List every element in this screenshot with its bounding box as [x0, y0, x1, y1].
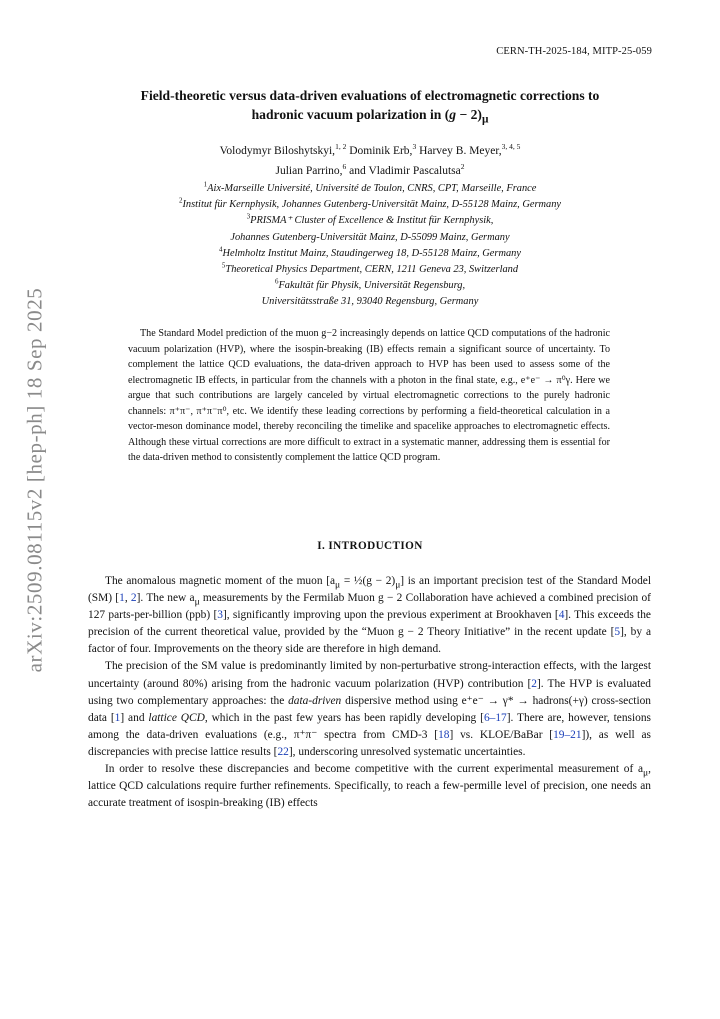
author-affil-mark: 1, 2 — [335, 142, 347, 152]
math-subscript: μ — [194, 597, 200, 608]
author-list — [80, 141, 660, 181]
paragraph: The anomalous magnetic moment of the muon [$a_\mu$ = ½(g − $2)_\mu$] is an important precision test of the Standard Model (SM) [1, 2]. The new $a_\mu$ measurements by the Fermilab Muon g − 2 Collaboration have achieved a combined precision of 127 parts-per-billion (ppb) [3], significantly improving upon the previous experiment at Brookhaven [4]. This exceeds the precision of the current theoretical value, provided by the “Muon g − 2 Theory Initiative” in the recent update [5], by a factor of four. Improvements on the theory side are therefore in high demand. — [88, 575, 651, 656]
title-mu-subscript: μ — [481, 113, 489, 126]
citation-link[interactable]: 18 — [438, 728, 450, 741]
affiliation — [80, 197, 660, 213]
author-affil-mark: 3, 4, 5 — [501, 142, 521, 152]
affiliation-text: Theoretical Physics Department, CERN, 1211 Geneva 23, Switzerland — [225, 264, 519, 276]
affiliation-text: Institut für Kernphysik, Johannes Gutenberg-Universität Mainz, D-55128 Mainz, Germany — [182, 199, 562, 211]
paper-title — [80, 86, 660, 124]
affiliation-text: Aix-Marseille Université, Université de Toulon, CNRS, CPT, Marseille, France — [207, 183, 537, 194]
emphasis: data-driven — [288, 694, 342, 707]
author-name: Dominik Erb, — [349, 145, 413, 157]
citation-link[interactable]: 5 — [614, 626, 621, 639]
introduction-body — [88, 573, 651, 812]
affiliation-number: 3 — [246, 212, 251, 221]
citation-link[interactable]: 2 — [531, 677, 537, 690]
title-line-2-text: hadronic vacuum polarization in ( — [251, 107, 450, 122]
author-name: Harvey B. Meyer, — [419, 145, 502, 157]
author-line-2 — [80, 161, 660, 181]
affiliation-number: 4 — [219, 245, 223, 254]
citation-link[interactable]: 4 — [558, 609, 565, 622]
affiliation-text: Fakultät für Physik, Universität Regensburg, — [278, 280, 466, 292]
title-line-2 — [80, 105, 660, 124]
affiliation — [80, 213, 660, 229]
emphasis: lattice QCD — [148, 711, 205, 724]
citation-link[interactable]: 22 — [277, 745, 289, 758]
citation-link[interactable]: 1 — [119, 592, 125, 605]
affiliation-number: 5 — [221, 261, 226, 270]
arxiv-sidebar — [20, 287, 50, 673]
affiliation-number: 1 — [203, 180, 208, 189]
author-line-1 — [80, 141, 660, 161]
math-subscript: μ — [643, 768, 649, 779]
section-heading-introduction: I. INTRODUCTION — [317, 540, 423, 552]
arxiv-identifier[interactable]: arXiv:2509.08115v2 [hep-ph] 18 Sep 2025 — [22, 287, 47, 673]
title-line-1: Field-theoretic versus data-driven evaluations of electromagnetic corrections to — [140, 88, 600, 103]
affiliation — [80, 230, 660, 246]
affiliation-text: Universitätsstraße 31, 93040 Regensburg, Germany — [261, 296, 479, 308]
abstract: The Standard Model prediction of the muon g−2 increasingly depends on lattice QCD computations of the hadronic vacuum polarization (HVP), where the isospin-breaking (IB) effects remain a significant source of uncertainty. To complement the lattice QCD evaluations, the data-driven approach to HVP has been used to assess some of the electromagnetic IB effects, in particular from the channels with a photon in the final state, e.g., e⁺e⁻ → π⁰γ. Here we argue that such contributions are largely canceled by virtual electromagnetic corrections to the purely hadronic channels: π⁺π⁻, π⁺π⁻π⁰, etc. We identify these leading corrections by performing a field-theoretical calculation in a vector-meson dominance model, thereby reconciling the timelike and spacelike approaches to electromagnetic effects. Although these virtual corrections are more difficult to extract in a systematic manner, addressing them is essential for the data-driven method to consistently complement the lattice QCD program. — [128, 328, 610, 463]
affiliation-text: Johannes Gutenberg-Universität Mainz, D-55099 Mainz, Germany — [230, 231, 510, 243]
citation-link[interactable]: 3 — [217, 609, 223, 622]
affiliation — [80, 181, 660, 197]
author-affil-mark: 6 — [342, 162, 347, 172]
paragraph: In order to resolve these discrepancies and become competitive with the current experimental measurement of $a_\mu$, lattice QCD calculations require further refinements. Specifically, to reach a few-permille level of precision, one needs an accurate treatment of isospin-breaking (IB) effects — [88, 763, 651, 810]
affiliation-number: 6 — [274, 277, 279, 286]
author-name: Volodymyr Biloshytskyi, — [219, 145, 336, 157]
author-affil-mark: 2 — [460, 162, 465, 172]
author-name: Vladimir Pascalutsa — [368, 165, 461, 177]
math-subscript: μ — [335, 580, 341, 591]
title-line-2-mid: − 2) — [456, 107, 482, 122]
math-subscript: μ — [395, 580, 401, 591]
affiliation-number: 2 — [178, 196, 183, 205]
affiliation — [80, 294, 660, 310]
author-name: Julian Parrino, — [275, 165, 343, 177]
author-affil-mark: 3 — [412, 142, 417, 152]
title-g-symbol: g — [449, 107, 457, 122]
affiliation-text: Helmholtz Institut Mainz, Staudingerweg 18, D-55128 Mainz, Germany — [222, 247, 521, 259]
affiliation — [80, 262, 660, 278]
citation-link[interactable]: 19–21 — [553, 728, 582, 741]
citation-link[interactable]: 2 — [130, 592, 137, 605]
author-conjunction: and — [349, 165, 366, 177]
affiliation — [80, 278, 660, 294]
paragraph: The precision of the SM value is predominantly limited by non-perturbative strong-interaction effects, with the largest uncertainty (around 80%) arising from the hadronic vacuum polarization (HVP) contribution [2]. The HVP is evaluated using two complementary approaches: the data-driven dispersive method using e⁺e⁻ → γ* → hadrons(+γ) cross-section data [1] and lattice QCD, which in the past few years has been rapidly developing [6–17]. There are, however, tensions among the data-driven evaluations (e.g., π⁺π⁻ spectra from CMD-3 [18] vs. KLOE/BaBar [19–21]), as well as discrepancies with precise lattice results [22], underscoring unresolved systematic uncertainties. — [88, 660, 651, 758]
affiliation-text: PRISMA⁺ Cluster of Excellence & Institut für Kernphysik, — [250, 215, 494, 227]
citation-link[interactable]: 6–17 — [483, 711, 507, 724]
affiliation-list — [80, 181, 660, 311]
citation-link[interactable]: 1 — [114, 711, 121, 724]
affiliation — [80, 246, 660, 262]
preprint-numbers: CERN-TH-2025-184, MITP-25-059 — [496, 46, 652, 57]
